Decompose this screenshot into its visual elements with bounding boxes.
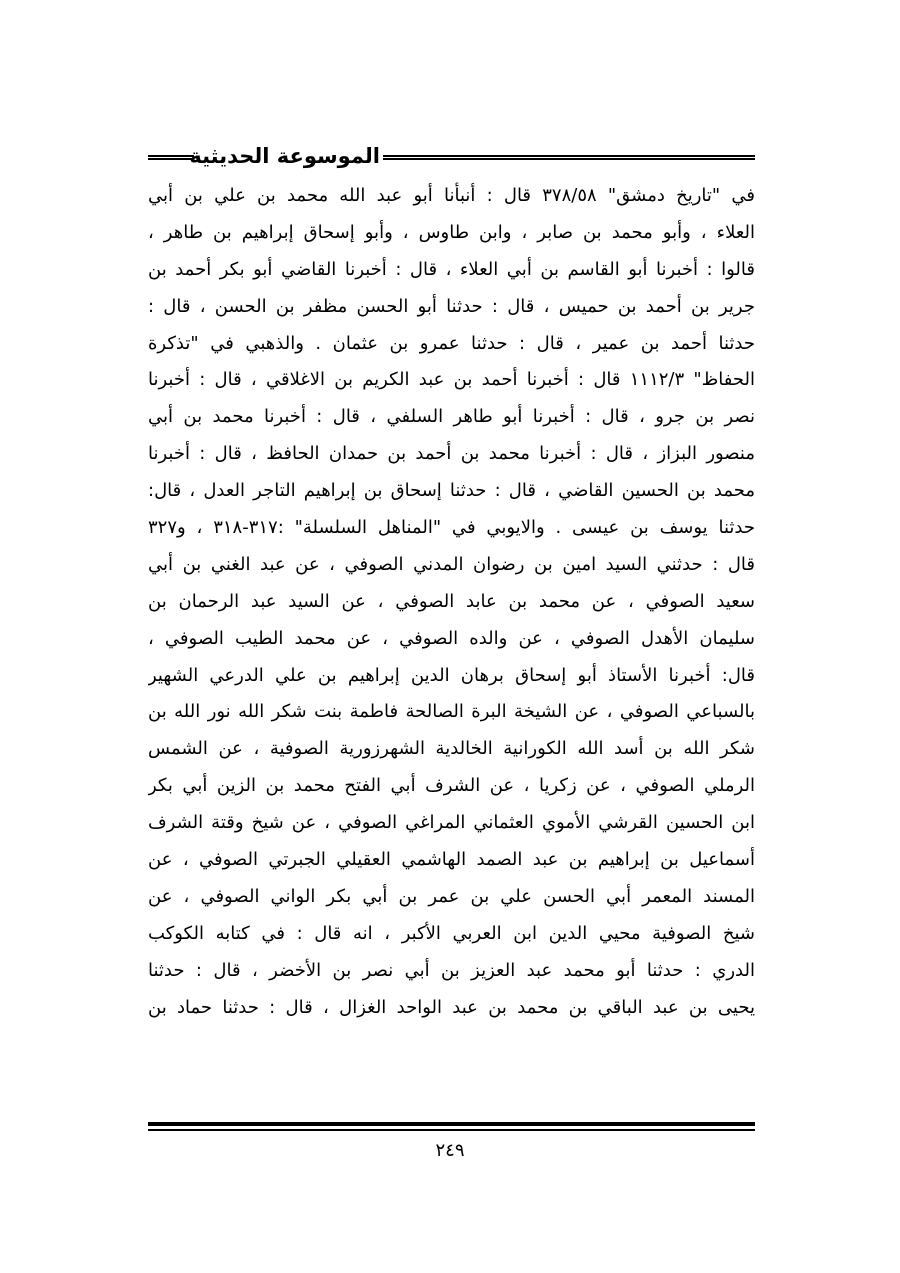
running-header — [148, 138, 755, 174]
header-rule-left — [148, 155, 194, 160]
text-line: سعيد الصوفي ، عن محمد بن عابد الصوفي ، عن السيد عبد الرحمان بن — [148, 590, 755, 612]
text-line: المسند المعمر أبي الحسن علي بن عمر بن أبي بكر الواني الصوفي ، عن — [148, 885, 755, 907]
text-line: شكر الله بن أسد الله الكورانية الخالدية الشهرزورية الصوفية ، عن الشمس — [148, 738, 755, 760]
text-line: محمد بن الحسين القاضي ، قال : حدثنا إسحاق بن إبراهيم التاجر العدل ، قال: — [148, 480, 755, 502]
footer-rule-thin — [148, 1129, 755, 1131]
text-line: حدثنا يوسف بن عيسى . والايوبي في "المناهل السلسلة" :٣١٧-٣١٨ ، و٣٢٧ — [148, 517, 755, 539]
text-line: ابن الحسين القرشي الأموي العثماني المراغي الصوفي ، عن شيخ وقتة الشرف — [148, 812, 755, 834]
text-line: الحفاظ" ١١١٢/٣ قال : أخبرنا أحمد بن عبد الكريم بن الاغلاقي ، قال : أخبرنا — [148, 369, 755, 391]
text-line: سليمان الأهدل الصوفي ، عن والده الصوفي ، عن محمد الطيب الصوفي ، — [148, 627, 755, 649]
footer-rule — [148, 1122, 755, 1131]
text-line: الرملي الصوفي ، عن زكريا ، عن الشرف أبي الفتح محمد بن الزين أبي بكر — [148, 775, 755, 797]
text-line: قالوا : أخبرنا أبو القاسم بن أبي العلاء ، قال : أخبرنا القاضي أبو بكر أحمد بن — [148, 258, 755, 280]
text-line: نصر بن جرو ، قال : أخبرنا أبو طاهر السلفي ، قال : أخبرنا محمد بن أبي — [148, 406, 755, 428]
text-line: يحيى بن عبد الباقي بن محمد بن عبد الواحد الغزال ، قال : حدثنا حماد بن — [148, 996, 755, 1018]
text-line: في "تاريخ دمشق" ٣٧٨/٥٨ قال : أنبأنا أبو عبد الله محمد بن علي بن أبي — [148, 185, 755, 206]
text-line: جرير بن أحمد بن حميس ، قال : حدثنا أبو الحسن مظفر بن الحسن ، قال : — [148, 295, 755, 317]
text-line: الدري : حدثنا أبو محمد عبد العزيز بن أبي نصر بن الأخضر ، قال : حدثنا — [148, 959, 755, 981]
footer-rule-thick — [148, 1122, 755, 1126]
text-line: منصور البزاز ، قال : أخبرنا محمد بن أحمد بن حمدان الحافظ ، قال : أخبرنا — [148, 443, 755, 465]
text-line: العلاء ، وأبو محمد بن صابر ، وابن طاوس ، وأبو إسحاق إبراهيم بن طاهر ، — [148, 221, 755, 243]
body-text — [148, 178, 755, 1026]
text-line: أسماعيل بن إبراهيم بن عبد الصمد الهاشمي العقيلي الجبرتي الصوفي ، عن — [148, 849, 755, 871]
header-rule-right — [383, 155, 755, 160]
text-line: حدثنا أحمد بن عمير ، قال : حدثنا عمرو بن عثمان . والذهبي في "تذكرة — [148, 332, 755, 354]
page-number: ٢٤٩ — [435, 1140, 465, 1161]
text-line: قال : حدثني السيد امين بن رضوان المدني الصوفي ، عن عبد الغني بن أبي — [148, 553, 755, 575]
header-title: الموسوعة الحديثية — [189, 144, 380, 168]
text-line: شيخ الصوفية محيي الدين ابن العربي الأكبر ، انه قال : في كتابه الكوكب — [148, 922, 755, 944]
text-line: بالسباعي الصوفي ، عن الشيخة البرة الصالحة فاطمة بنت شكر الله نور الله بن — [148, 701, 755, 723]
text-line: قال: أخبرنا الأستاذ أبو إسحاق برهان الدين إبراهيم بن علي الدرعي الشهير — [148, 664, 755, 686]
